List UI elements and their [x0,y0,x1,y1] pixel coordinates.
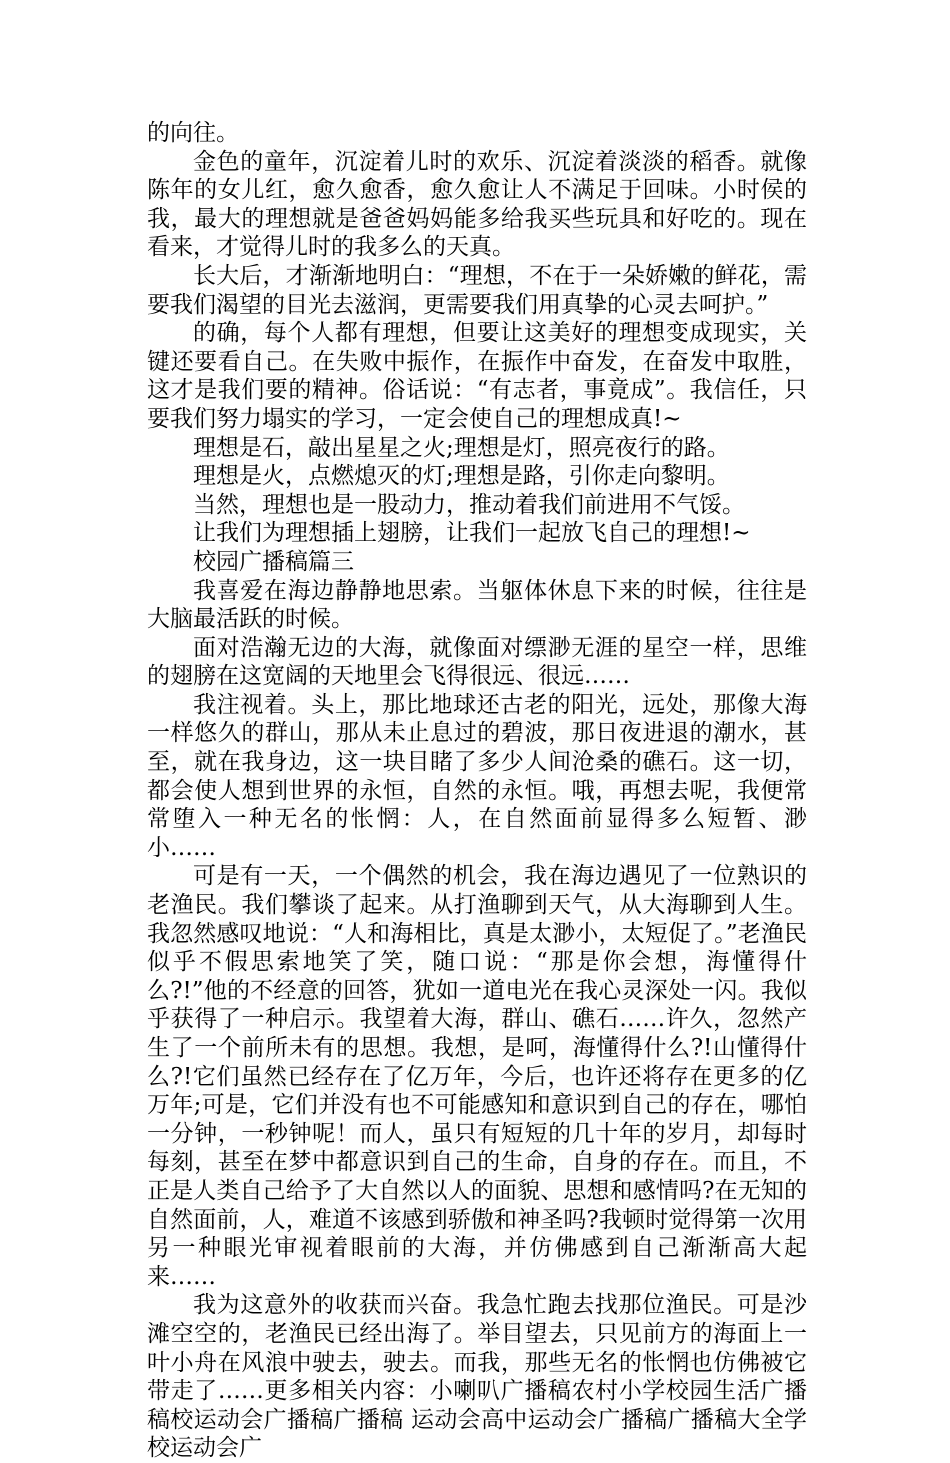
paragraph-ideal-wings: 让我们为理想插上翅膀，让我们一起放飞自己的理想!~ [193,520,751,547]
paragraph-seaside: 我喜爱在海边静静地思索。当躯体休息下来的时候，往往是大脑最活跃的时候。 [147,577,807,633]
paragraph-gazing: 我注视着。头上，那比地球还古老的阳光，远处，那像大海一样悠久的群山，那从未止息过的碧波，那日夜进退的潮水，甚至，就在我身边，这一块目睹了多少人间沧桑的礁石。这一切，都会使人想到世界的永恒，自然的永恒。哦，再想去呢，我便常常堕入一种无名的怅惘：人，在自然面前显得多么短暂、渺小…… [147,691,807,861]
paragraph-ocean: 面对浩瀚无边的大海，就像面对缥渺无涯的星空一样，思维的翅膀在这宽阔的天地里会飞得很远、很远…… [147,634,807,690]
paragraph-growing-up: 长大后，才渐渐地明白：“理想，不在于一朵娇嫩的鲜花，需要我们渴望的目光去滋润，更需要我们用真挚的心灵去呵护。” [147,262,807,318]
paragraph-continuation: 的向往。 [147,120,239,146]
paragraph-fisherman: 可是有一天，一个偶然的机会，我在海边遇见了一位熟识的老渔民。我们攀谈了起来。从打渔聊到天气，从大海聊到人生。我忽然感叹地说：“人和海相比，真是太渺小，太短促了。”老渔民似乎不假思索地笑了笑，随口说：“那是你会想，海懂得什么?!”他的不经意的回答，犹如一道电光在我心灵深处一闪。我似乎获得了一种启示。我望着大海，群山、礁石……许久，忽然产生了一个前所未有的思想。我想，是呵，海懂得什么?!山懂得什么?!它们虽然已经存在了亿万年，今后，也许还将存在更多的亿万年;可是，它们并没有也不可能感知和意识到自己的存在，哪怕一分钟，一秒钟呢！而人，虽只有短短的几十年的岁月，却每时每刻，甚至在梦中都意识到自己的生命，自身的存在。而且，不正是人类自己给予了大自然以人的面貌、思想和感情吗?在无知的自然面前，人，难道不该感到骄傲和神圣吗?我顿时觉得第一次用另一种眼光审视着眼前的大海，并仿佛感到自己渐渐高大起来…… [147,863,807,1290]
paragraph-ideal-stone: 理想是石，敲出星星之火;理想是灯，照亮夜行的路。 [193,434,730,461]
paragraph-ideal-fire: 理想是火，点燃熄灭的灯;理想是路，引你走向黎明。 [193,463,730,490]
paragraph-effort: 的确，每个人都有理想，但要让这美好的理想变成现实，关键还要看自己。在失败中振作，在振作中奋发，在奋发中取胜，这才是我们要的精神。俗话说：“有志者，事竟成”。我信任，只要我们努力塌实的学习，一定会使自己的理想成真!~ [147,320,807,432]
paragraph-ideal-power: 当然，理想也是一股动力，推动着我们前进用不气馁。 [193,491,745,518]
paragraph-ending: 我为这意外的收获而兴奋。我急忙跑去找那位渔民。可是沙滩空空的，老渔民已经出海了。举目望去，只见前方的海面上一叶小舟在风浪中驶去，驶去。而我，那些无名的怅惘也仿佛被它带走了……更多相关内容：小喇叭广播稿农村小学校园生活广播稿校运动会广播稿广播稿 运动会高中运动会广播稿广播稿大全学校运动会广 [147,1292,807,1462]
section-title: 校园广播稿篇三 [193,548,354,575]
document-page [147,119,807,1463]
paragraph-childhood: 金色的童年，沉淀着儿时的欢乐、沉淀着淡淡的稻香。就像陈年的女儿红，愈久愈香，愈久愈让人不满足于回味。小时侯的我，最大的理想就是爸爸妈妈能多给我买些玩具和好吃的。现在看来，才觉得儿时的我多么的天真。 [147,148,807,261]
